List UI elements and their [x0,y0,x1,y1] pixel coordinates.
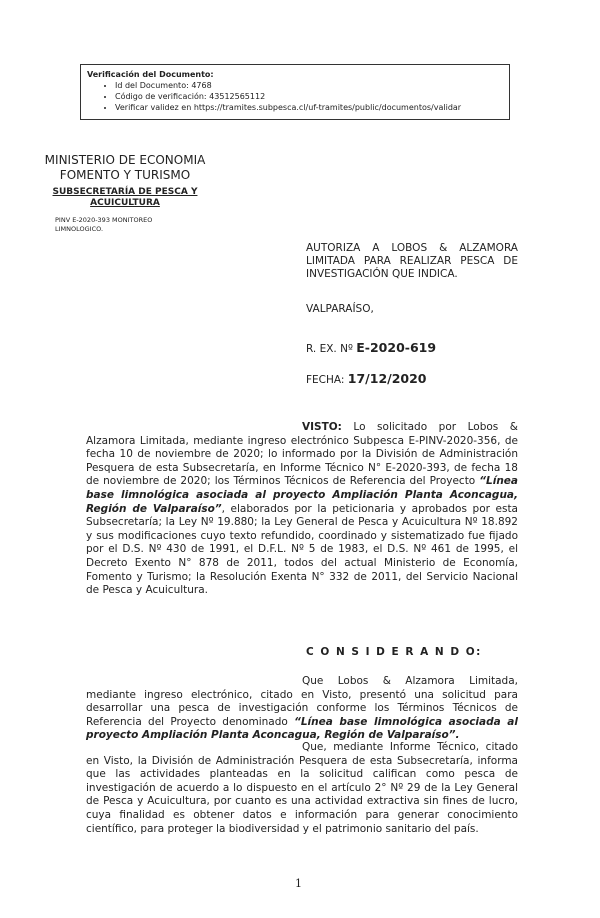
resolution-number [306,340,436,355]
verification-id: • Id del Documento: 4768 [115,80,503,91]
verification-title: Verificación del Documento: [87,70,214,79]
visto-text-b: , elaborados por la peticionaria y aprobados por esta Subsecretaría; la Ley Nº 19.880; la Ley General de Pesca y Acuicultura Nº 18.892 y sus modificaciones cuyo texto refundido, coordinado y sistematizado fue fijado por el D.S. Nº 430 de 1991, el D.F.L. Nº 5 de 1983, el D.S. Nº 461 de 1995, el Decreto Exento N° 878 de 2011, todos del actual Ministerio de Economía, Fomento y Turismo; la Resolución Exenta N° 332 de 2011, del Servicio Nacional de Pesca y Acuicultura. [86,502,518,597]
verification-box [80,64,510,120]
verification-url[interactable]: • Verificar validez en https://tramites.subpesca.cl/uf-tramites/public/documentos/validar [115,102,503,113]
reference-code: PINV E-2020-393 MONITOREO LIMNOLOGICO. [55,216,153,233]
considerando-paragraph-1 [86,675,518,743]
verification-list [87,80,503,113]
place: VALPARAÍSO, [306,303,374,315]
verification-code: • Código de verificación: 43512565112 [115,91,503,102]
resolution-label: R. EX. Nº [306,343,353,355]
visto-text-a: Lo solicitado por Lobos & Alzamora Limitada, mediante ingreso electrónico Subpesca E-PINV-2020-356, de fecha 10 de noviembre de 2020; lo informado por la División de Administración Pesquera de esta Subsecretaría, en Informe Técnico N° E-2020-393, de fecha 18 de noviembre de 2020; los Términos Técnicos de Referencia del Proyecto [86,421,518,488]
visto-project: “Línea base limnológica asociada al proyecto Ampliación Planta Aconcagua, Región de Valparaíso” [86,475,518,515]
date-value: 17/12/2020 [347,371,427,386]
resolution-date [306,371,427,386]
visto-label: VISTO: [302,421,342,433]
para1-project: “Línea base limnológica asociada al proyecto Ampliación Planta Aconcagua, Región de Valparaíso”. [86,715,518,742]
page-number: 1 [295,877,302,890]
subsecretaria-heading: SUBSECRETARÍA DE PESCA Y ACUICULTURA [52,187,198,208]
resolution-value: E-2020-619 [356,340,437,355]
visto-paragraph [86,421,518,598]
resolution-title: AUTORIZA A LOBOS & ALZAMORA LIMITADA PARA REALIZAR PESCA DE INVESTIGACIÓN QUE INDICA. [306,242,518,280]
considerando-heading: C O N S I D E R A N D O: [306,646,482,658]
ministry-line1: MINISTERIO DE ECONOMIA [44,153,206,167]
ministry-line2: FOMENTO Y TURISMO [59,168,191,182]
date-label: FECHA: [306,374,345,386]
ministry-header [40,153,210,183]
para1-text-a: Que Lobos & Alzamora Limitada, mediante ingreso electrónico, citado en Visto, presentó una solicitud para desarrollar una pesca de investigación conforme los Términos Técnicos de Referencia del Proyecto denominado [86,675,518,728]
considerando-paragraph-2: Que, mediante Informe Técnico, citado en Visto, la División de Administración Pesquera de esta Subsecretaría, informa que las actividades planteadas en la solicitud califican como pesca de investigación de acuerdo a lo dispuesto en el artículo 2° Nº 29 de la Ley General de Pesca y Acuicultura, por cuanto es una actividad extractiva sin fines de lucro, cuya finalidad es obtener datos e información para generar conocimiento científico, para proteger la biodiversidad y el patrimonio sanitario del país. [86,741,518,835]
